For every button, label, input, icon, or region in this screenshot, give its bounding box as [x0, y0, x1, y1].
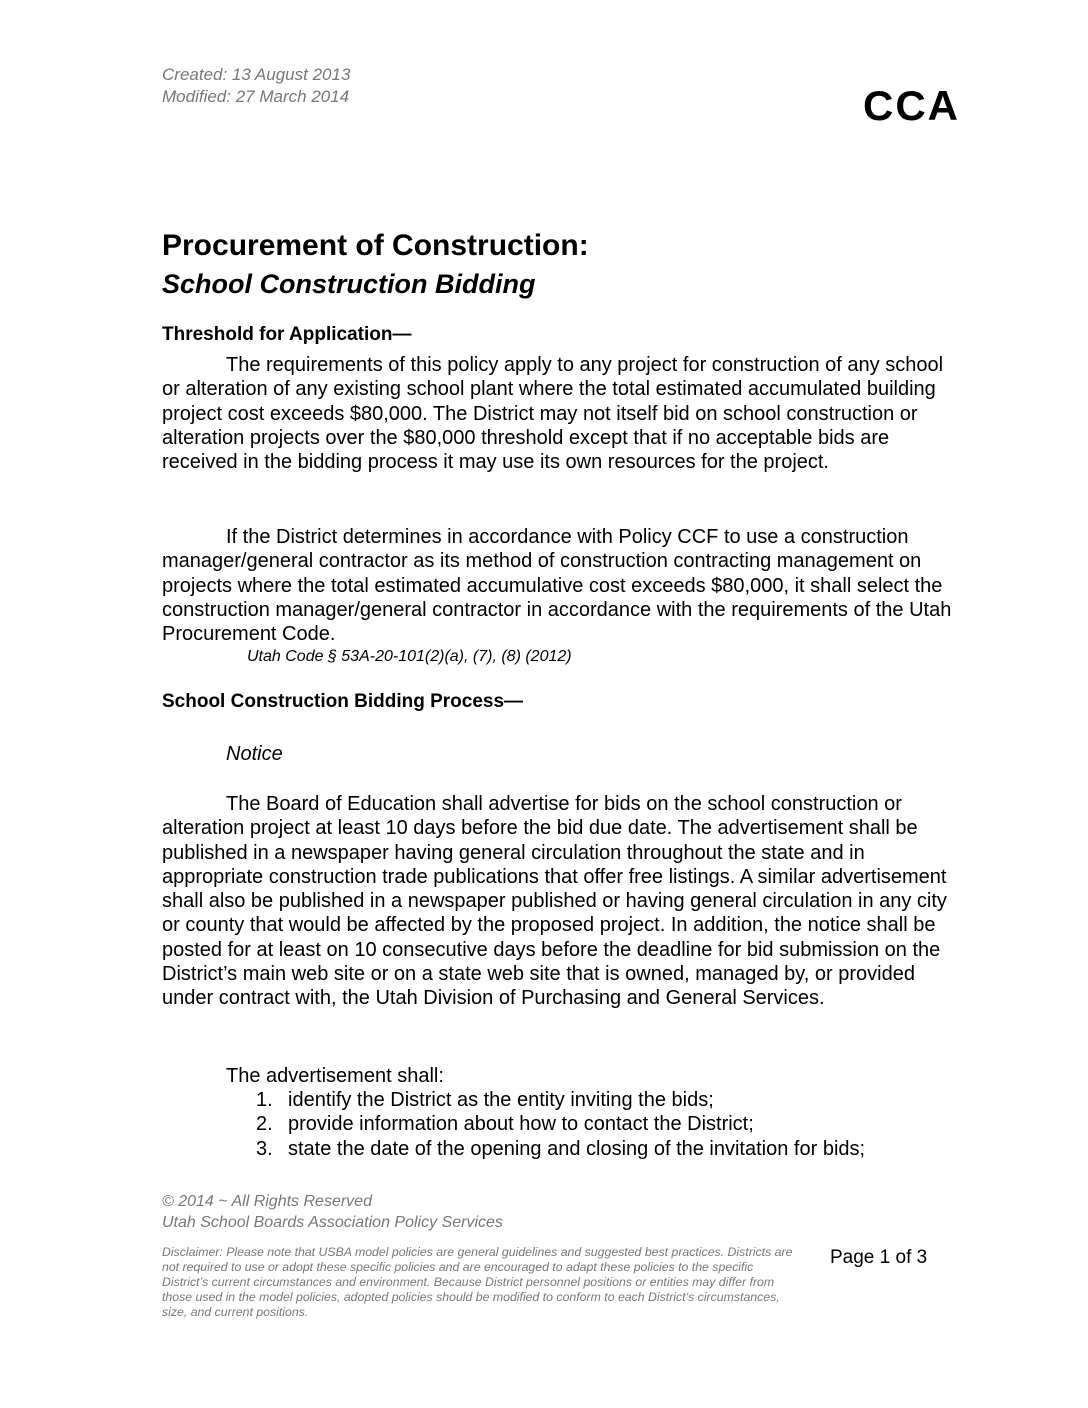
list-item-number: 2.: [256, 1113, 273, 1136]
subheading-notice: Notice: [226, 743, 283, 765]
section-threshold-body-2: [162, 525, 962, 646]
list-item-text: identify the District as the entity inviting the bids;: [288, 1089, 714, 1111]
list-item: [256, 1088, 956, 1112]
list-item-number: 1.: [256, 1089, 273, 1111]
document-meta: [162, 64, 350, 108]
section-heading-bidding-process: School Construction Bidding Process—: [162, 691, 524, 712]
list-item-text: state the date of the opening and closing of the invitation for bids;: [288, 1137, 866, 1160]
modified-date: Modified: 27 March 2014: [162, 87, 350, 106]
page-number: Page 1 of 3: [830, 1247, 928, 1268]
created-date: Created: 13 August 2013: [162, 65, 351, 84]
list-item-text: provide information about how to contact the District;: [288, 1113, 754, 1136]
page-title: Procurement of Construction:: [162, 229, 589, 262]
disclaimer: Disclaimer: Please note that USBA model policies are general guidelines and suggested best practices. Districts are not required to use or adopt these specific policies and are encouraged to adapt these policies to the specific District’s current circumstances and environment. Because District personnel positions or entities may differ from those used in the model policies, adopted policies should be modified to conform to each District’s circumstances, size, and current positions.: [162, 1245, 793, 1319]
advertisement-requirements-list: [256, 1088, 956, 1161]
footer-copyright-block: [162, 1191, 503, 1233]
organization: Utah School Boards Association Policy Services: [162, 1214, 503, 1231]
citation: Utah Code § 53A-20-101(2)(a), (7), (8) (2012): [247, 648, 572, 665]
section-heading-threshold: Threshold for Application—: [162, 324, 412, 345]
list-item: [256, 1112, 956, 1136]
paragraph: The requirements of this policy apply to any project for construction of any school or alteration of any existing school plant where the total estimated accumulated building project cost exceeds $80,000. The District may not itself bid on school construction or alteration projects over the $80,000 threshold except that if no acceptable bids are received in the bidding process it may use its own resources for the project.: [162, 354, 944, 474]
list-item: [256, 1137, 956, 1161]
policy-code: CCA: [863, 82, 960, 129]
paragraph: If the District determines in accordance with Policy CCF to use a construction manager/general contractor as its method of construction contracting management on projects where the total estimated accumulative cost exceeds $80,000, it shall select the construction manager/general contractor in accordance with the requirements of the Utah Procurement Code.: [162, 526, 952, 646]
list-intro: The advertisement shall:: [226, 1065, 444, 1087]
paragraph: The Board of Education shall advertise for bids on the school construction or alteration project at least 10 days before the bid due date. The advertisement shall be published in a newspaper having general circulation throughout the state and in appropriate construction trade publications that offer free listings. A similar advertisement shall also be published in a newspaper published or having general circulation in any city or county that would be affected by the proposed project. In addition, the notice shall be posted for at least on 10 consecutive days before the deadline for bid submission on the District’s main web site or on a state web site that is owned, managed by, or provided under contract with, the Utah Division of Purchasing and General Services.: [162, 793, 947, 1010]
section-notice-body: [162, 792, 962, 1011]
copyright: © 2014 ~ All Rights Reserved: [162, 1193, 372, 1210]
list-item-number: 3.: [256, 1137, 273, 1160]
page-subtitle: School Construction Bidding: [162, 269, 536, 299]
section-threshold-body: [162, 353, 962, 474]
